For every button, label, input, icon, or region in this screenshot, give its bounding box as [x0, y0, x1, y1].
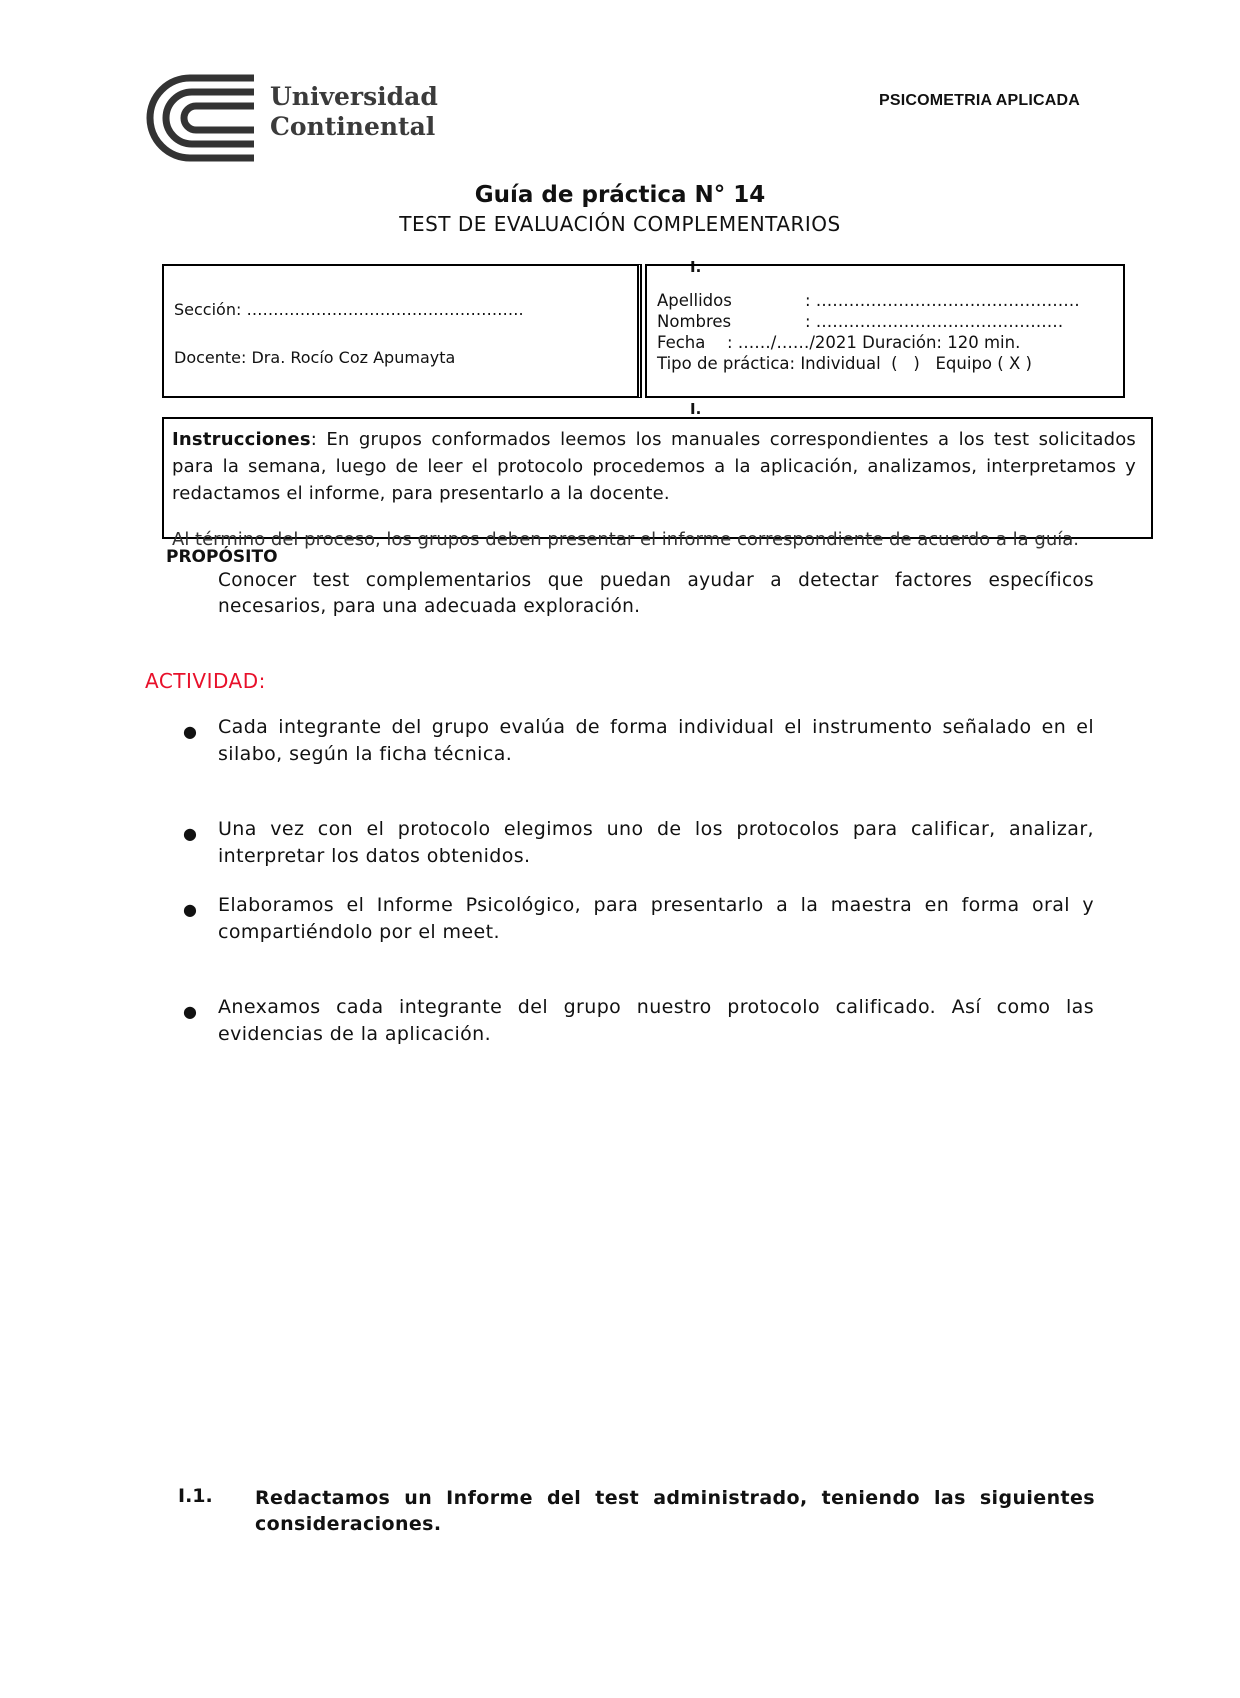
tipo-row: Tipo de práctica: Individual ( ) Equipo ( X ) — [657, 354, 1032, 373]
nombres-row — [657, 311, 1080, 332]
activity-item: Elaboramos el Informe Psicológico, para presentarlo a la maestra en forma oral y compartiéndolo por el meet. — [218, 894, 1094, 943]
purpose-text: Conocer test complementarios que puedan ayudar a detectar factores específicos necesarios, para una adecuada exploración. — [218, 570, 1094, 617]
nombres-value: : ……………………………………… — [805, 312, 1064, 331]
activity-item: Cada integrante del grupo evalúa de forma individual el instrumento señalado en el silabo, según la ficha técnica. — [218, 716, 1094, 765]
activity-heading: ACTIVIDAD: — [145, 669, 266, 693]
student-fields — [657, 290, 1080, 374]
roman-numeral-1: I. — [690, 258, 702, 276]
instructions-box — [162, 417, 1153, 550]
instructions-label: Instrucciones — [172, 429, 311, 450]
section-text: Redactamos un Informe del test administrado, teniendo las siguientes consideraciones. — [255, 1487, 1095, 1535]
purpose-heading: PROPÓSITO — [166, 547, 278, 567]
bullet-icon: ● — [183, 900, 197, 919]
docente-field: Docente: Dra. Rocío Coz Apumayta — [174, 348, 456, 367]
bullet-icon: ● — [183, 1002, 197, 1021]
info-box-left — [162, 264, 642, 398]
bullet-icon: ● — [183, 824, 197, 843]
activity-item: Una vez con el protocolo elegimos uno de los protocolos para calificar, analizar, interpretar los datos obtenidos. — [218, 818, 1094, 867]
page-subtitle: TEST DE EVALUACIÓN COMPLEMENTARIOS — [399, 212, 841, 236]
fecha-row — [657, 332, 1080, 353]
fecha-label: Fecha — [657, 333, 706, 352]
apellidos-value: : ………………………………………… — [805, 291, 1080, 310]
seccion-field: Sección: ……………………………………………. — [174, 300, 524, 319]
course-name: PSICOMETRIA APLICADA — [878, 92, 1080, 109]
roman-numeral-2: I. — [690, 400, 702, 418]
section-number: I.1. — [178, 1485, 213, 1507]
logo-line-2: Continental — [270, 112, 436, 141]
page-title: Guía de práctica N° 14 — [474, 182, 766, 208]
nombres-label: Nombres — [657, 312, 732, 331]
apellidos-label: Apellidos — [657, 291, 732, 310]
bullet-icon: ● — [183, 722, 197, 741]
info-box-right — [645, 264, 1125, 398]
instructions-body: : En grupos conformados leemos los manuales correspondientes a los test solicitados para la semana, luego de leer el protocolo procedemos a la aplicación, analizamos, interpretamos y redactamos el informe, para presentarlo a la docente. — [172, 429, 1136, 504]
university-logo — [144, 72, 438, 162]
logo-text — [270, 82, 438, 142]
activity-item: Anexamos cada integrante del grupo nuestro protocolo calificado. Así como las evidencias de la aplicación. — [218, 996, 1094, 1045]
fecha-value: : ……/……/2021 Duración: 120 min. — [727, 333, 1021, 352]
logo-line-1: Universidad — [270, 82, 438, 111]
university-logo-icon — [144, 72, 264, 162]
apellidos-row — [657, 290, 1080, 311]
instructions-text — [172, 426, 1136, 507]
instructions-cut-line: Al término del proceso, los grupos deben presentar el informe correspondiente de acuerdo a la guía. — [172, 529, 1079, 550]
